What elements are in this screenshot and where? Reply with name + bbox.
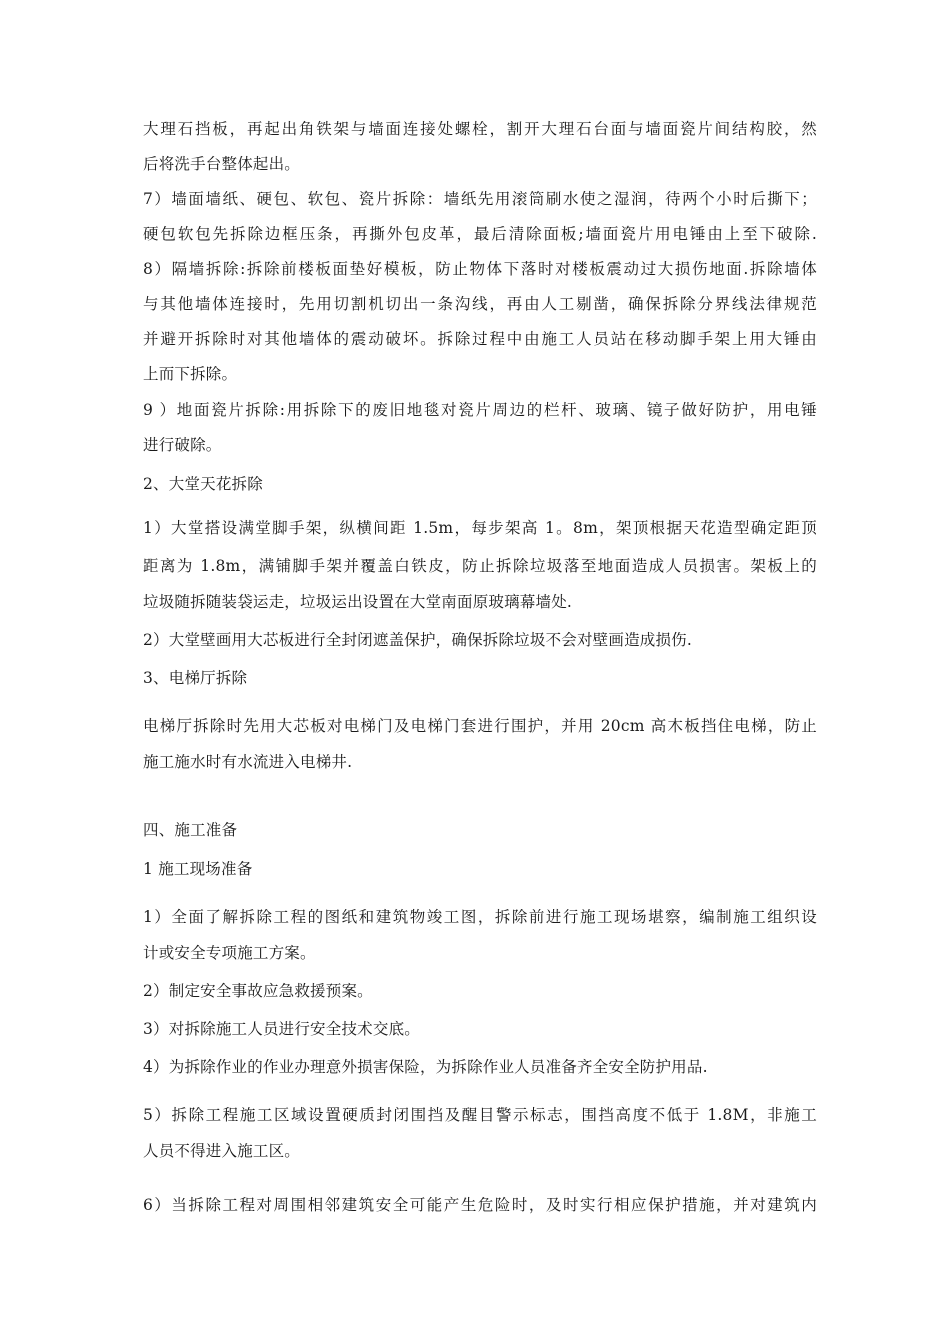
text-line: 2）大堂壁画用大芯板进行全封闭遮盖保护，确保拆除垃圾不会对壁画造成损伤. (143, 631, 692, 649)
text-line: 大理石挡板，再起出角铁架与墙面连接处螺栓，割开大理石台面与墙面瓷片间结构胶，然 (143, 120, 817, 138)
text-line: 并避开拆除时对其他墙体的震动破坏。拆除过程中由施工人员站在移动脚手架上用大锤由 (143, 330, 817, 348)
section-heading: 3、电梯厅拆除 (143, 669, 248, 687)
text-line: 距离为 1.8m，满铺脚手架并覆盖白铁皮，防止拆除垃圾落至地面造成人员损害。架板上的 (143, 557, 817, 575)
section-heading: 四、施工准备 (143, 821, 238, 839)
text-line: 后将洗手台整体起出。 (143, 155, 301, 173)
text-line: 8）隔墙拆除:拆除前楼板面垫好模板，防止物体下落时对楼板震动过大损伤地面.拆除墙体 (143, 260, 817, 278)
text-line: 进行破除。 (143, 436, 222, 454)
text-line: 电梯厅拆除时先用大芯板对电梯门及电梯门套进行围护，并用 20cm 高木板挡住电梯，防止 (143, 717, 817, 735)
text-line: 垃圾随拆随装袋运走，垃圾运出设置在大堂南面原玻璃幕墙处. (143, 593, 573, 611)
text-line: 5）拆除工程施工区域设置硬质封闭围挡及醒目警示标志，围挡高度不低于 1.8M，非施工 (143, 1106, 817, 1124)
text-line: 与其他墙体连接时，先用切割机切出一条沟线，再由人工剔凿，确保拆除分界线法律规范 (143, 295, 817, 313)
text-line: 计或安全专项施工方案。 (143, 944, 316, 962)
text-line: 2）制定安全事故应急救援预案。 (143, 982, 373, 1000)
text-line: 上而下拆除。 (143, 365, 238, 383)
section-heading: 2、大堂天花拆除 (143, 475, 263, 493)
text-line: 4）为拆除作业的作业办理意外损害保险，为拆除作业人员准备齐全安全防护用品. (143, 1058, 708, 1076)
text-line: 施工施水时有水流进入电梯井. (143, 753, 353, 771)
text-line: 9 ）地面瓷片拆除:用拆除下的废旧地毯对瓷片周边的栏杆、玻璃、镜子做好防护，用电锤 (143, 401, 817, 419)
text-line: 硬包软包先拆除边框压条，再撕外包皮革，最后清除面板;墙面瓷片用电锤由上至下破除. (143, 225, 817, 243)
subsection-heading: 1 施工现场准备 (143, 860, 253, 878)
text-line: 6）当拆除工程对周围相邻建筑安全可能产生危险时，及时实行相应保护措施，并对建筑内 (143, 1196, 817, 1214)
text-line: 1）全面了解拆除工程的图纸和建筑物竣工图，拆除前进行施工现场堪察，编制施工组织设 (143, 908, 817, 926)
text-line: 7）墙面墙纸、硬包、软包、瓷片拆除：墙纸先用滚筒刷水使之湿润，待两个小时后撕下； (143, 190, 817, 208)
text-line: 人员不得进入施工区。 (143, 1142, 301, 1160)
text-line: 1）大堂搭设满堂脚手架，纵横间距 1.5m，每步架高 1。8m，架顶根据天花造型确定距顶 (143, 519, 817, 537)
text-line: 3）对拆除施工人员进行安全技术交底。 (143, 1020, 420, 1038)
